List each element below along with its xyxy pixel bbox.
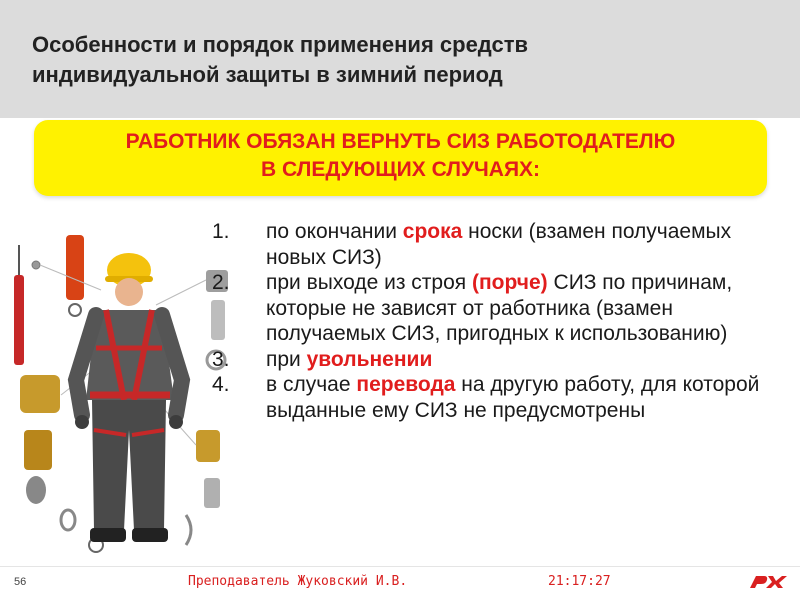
- return-cases-list: [212, 219, 772, 423]
- banner-heading: [34, 128, 767, 184]
- worker-safety-harness-illustration: [6, 230, 241, 560]
- list-item: [212, 270, 772, 347]
- list-item-text: носки (взамен получаемых новых СИЗ): [266, 220, 732, 269]
- list-item-text: при: [266, 347, 307, 371]
- list-item-highlight: (порче): [472, 271, 548, 294]
- footer-divider: [0, 566, 800, 567]
- obligation-banner: [34, 120, 767, 196]
- list-item-number: 4.: [212, 373, 230, 396]
- list-item-text: на другую работу, для которой выданные ему СИЗ не предусмотрены: [266, 373, 760, 422]
- list-item-highlight: срока: [402, 220, 463, 243]
- footer-time: 21:17:27: [548, 574, 611, 589]
- list-item: [212, 219, 772, 270]
- slide-title-line-1: Особенности и порядок применения средств: [32, 32, 529, 57]
- list-item-highlight: увольнении: [306, 347, 433, 371]
- list-item-number: 2.: [212, 271, 230, 294]
- banner-line-2: В СЛЕДУЮЩИХ СЛУЧАЯХ:: [260, 158, 541, 181]
- rzd-logo-icon: [748, 572, 790, 592]
- title-band: [0, 0, 800, 118]
- list-item-text: при выходе из строя: [266, 271, 472, 294]
- list-item: [212, 347, 772, 373]
- slide-title: [32, 30, 772, 90]
- slide-title-line-2: индивидуальной защиты в зимний период: [32, 62, 503, 87]
- list-item-number: 1.: [212, 220, 230, 243]
- page-number: 56: [14, 576, 27, 588]
- teacher-name: Преподаватель Жуковский И.В.: [188, 574, 408, 589]
- list-item-text: в случае: [266, 373, 357, 396]
- list-item-text: по окончании: [266, 220, 403, 243]
- list-item-number: 3.: [212, 347, 230, 371]
- list-item-text: СИЗ по причинам, которые не зависят от работника (взамен получаемых СИЗ, пригодных к использованию): [266, 271, 733, 345]
- list-item-highlight: перевода: [356, 373, 456, 396]
- banner-line-1: РАБОТНИК ОБЯЗАН ВЕРНУТЬ СИЗ РАБОТОДАТЕЛЮ: [125, 130, 676, 153]
- list-item: [212, 372, 772, 423]
